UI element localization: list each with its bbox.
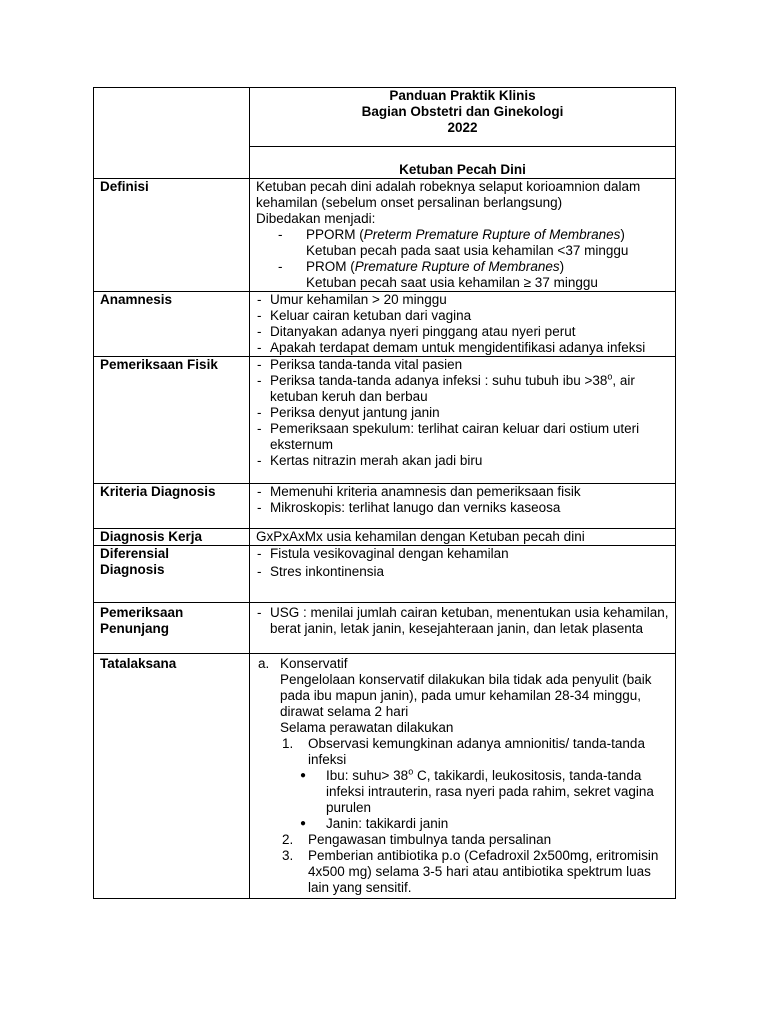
pemeriksaan-fisik-content [250,357,676,484]
definisi-label: Definisi [94,179,250,292]
tatalaksana-label: Tatalaksana [94,654,250,899]
header-line1: Panduan Praktik Klinis [389,88,536,103]
anamnesis-label: Anamnesis [94,292,250,357]
kriteria-item: - Mikroskopis: terlihat lanugo dan verniks kaseosa [256,500,669,516]
tatalaksana-step-2: 2. Pengawasan timbulnya tanda persalinan [282,832,552,847]
header-line2: Bagian Obstetri dan Ginekologi [361,104,564,119]
topic-cell [250,147,676,179]
definisi-item-desc: Ketuban pecah pada saat usia kehamilan <37 minggu [306,243,629,258]
fisik-item: - Periksa denyut jantung janin [256,405,669,421]
diferensial-item: - Stres inkontinensia [256,564,669,580]
tatalaksana-a-text: Pengelolaan konservatif dilakukan bila tidak ada penyulit (baik pada ibu mapun janin), pada umur kehamilan 28-34 minggu, dirawat selama 2 hari [280,672,652,719]
tatalaksana-a-title: a. Konservatif [258,656,348,671]
definisi-content [250,179,676,292]
diferensial-item: - Fistula vesikovaginal dengan kehamilan [256,546,669,562]
fisik-item: - Periksa tanda-tanda adanya infeksi : suhu tubuh ibu $>38^o$, air ketuban keruh dan berbau [256,373,669,405]
diagnosis-kerja-label: Diagnosis Kerja [94,529,250,546]
kriteria-diagnosis-row [94,484,676,529]
anamnesis-item: - Umur kehamilan > 20 minggu [256,292,669,308]
fisik-item: - Kertas nitrazin merah akan jadi biru [256,453,669,469]
definisi-text: Ketuban pecah dini adalah robeknya selaput korioamnion dalam kehamilan (sebelum onset persalinan berlangsung) [256,179,641,210]
tatalaksana-bullet-ibu: ● Ibu: suhu> $38^o$ C, takikardi, leukositosis, tanda-tanda infeksi intrauterin, rasa nyeri pada rahim, sekret vagina purulen [300,766,654,815]
tatalaksana-content [250,654,676,899]
header-row [94,88,676,147]
penunjang-item: - USG : menilai jumlah cairan ketuban, menentukan usia kehamilan, berat janin, letak janin, kesejahteraan janin, dan letak plasenta [256,605,669,637]
definisi-row [94,179,676,292]
diferensial-content [250,546,676,603]
diagnosis-kerja-row [94,529,676,546]
anamnesis-row [94,292,676,357]
definisi-item: - PROM (Premature Rupture of Membranes) [278,259,565,274]
kriteria-diagnosis-content [250,484,676,529]
pemeriksaan-fisik-row [94,357,676,484]
anamnesis-item: - Apakah terdapat demam untuk mengidentifikasi adanya infeksi [256,340,669,356]
penunjang-content [250,603,676,654]
diagnosis-kerja-text: GxPxAxMx usia kehamilan dengan Ketuban pecah dini [250,529,676,546]
fisik-item: - Pemeriksaan spekulum: terlihat cairan keluar dari ostium uteri eksternum [256,421,669,453]
penunjang-row [94,603,676,654]
definisi-item-desc: Ketuban pecah saat usia kehamilan ≥ 37 minggu [306,275,598,290]
pemeriksaan-fisik-label: Pemeriksaan Fisik [94,357,250,484]
anamnesis-content [250,292,676,357]
clinical-guideline-table [93,87,676,899]
header-year: 2022 [447,120,478,135]
anamnesis-item: - Ditanyakan adanya nyeri pinggang atau nyeri perut [256,324,669,340]
header-title-cell [250,88,676,147]
kriteria-diagnosis-label: Kriteria Diagnosis [94,484,250,529]
penunjang-label: Pemeriksaan Penunjang [94,603,250,654]
tatalaksana-bullet-janin: ● Janin: takikardi janin [300,816,449,831]
topic-title: Ketuban Pecah Dini [399,162,526,177]
header-empty-cell [94,88,250,179]
tatalaksana-step-1: 1. Observasi kemungkinan adanya amnionitis/ tanda-tanda infeksi [282,736,645,767]
diferensial-row [94,546,676,603]
fisik-item: - Periksa tanda-tanda vital pasien [256,357,669,373]
diferensial-label: Diferensial Diagnosis [94,546,250,603]
anamnesis-item: - Keluar cairan ketuban dari vagina [256,308,669,324]
definisi-dibedakan: Dibedakan menjadi: [256,211,376,226]
tatalaksana-row [94,654,676,899]
tatalaksana-step-3: 3. Pemberian antibiotika p.o (Cefadroxil 2x500mg, eritromisin 4x500 mg) selama 3-5 hari atau antibiotika spektrum luas lain yang sensitif. [282,848,659,895]
tatalaksana-a-text2: Selama perawatan dilakukan [280,720,454,735]
kriteria-item: - Memenuhi kriteria anamnesis dan pemeriksaan fisik [256,484,669,500]
definisi-item: - PPORM (Preterm Premature Rupture of Membranes) [278,227,625,242]
